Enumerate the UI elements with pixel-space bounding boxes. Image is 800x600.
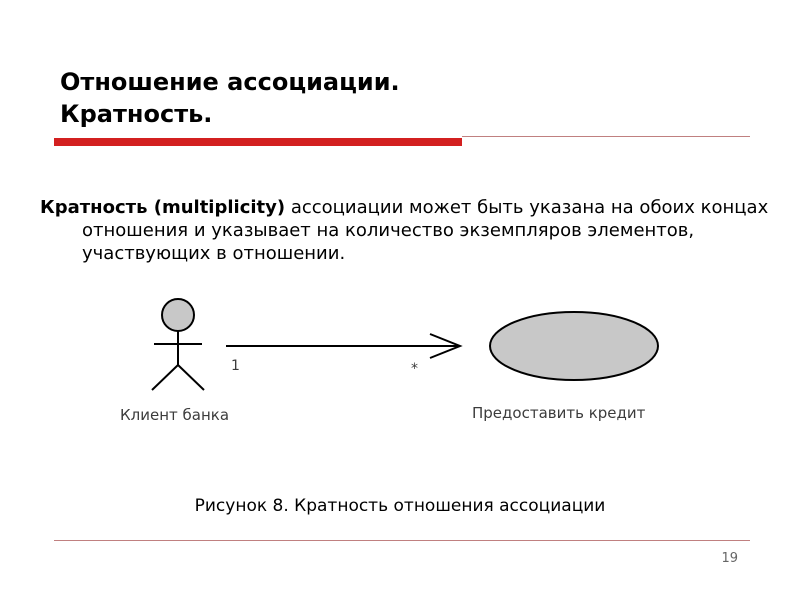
actor-left-leg (152, 365, 178, 390)
title-line-1: Отношение ассоциации. (60, 68, 400, 96)
association-arrow (226, 334, 460, 358)
actor-figure (152, 299, 204, 390)
title-line-2: Кратность. (60, 100, 213, 128)
multiplicity-source: 1 (231, 358, 240, 374)
usecase-ellipse (490, 312, 658, 380)
actor-right-leg (178, 365, 204, 390)
body-term: Кратность (multiplicity) (40, 197, 286, 218)
footer-divider-line (54, 540, 750, 541)
actor-head (162, 299, 194, 331)
usecase-label: Предоставить кредит (472, 404, 646, 422)
page-number: 19 (721, 551, 738, 566)
body-description: ассоциации может быть указана на обоих концах отношения и указывает на количество экземпляров элементов, участвующих в отношении. (82, 197, 769, 264)
multiplicity-target: * (411, 361, 418, 377)
figure-caption: Рисунок 8. Кратность отношения ассоциации (194, 496, 606, 516)
actor-label: Клиент банка (120, 406, 230, 424)
